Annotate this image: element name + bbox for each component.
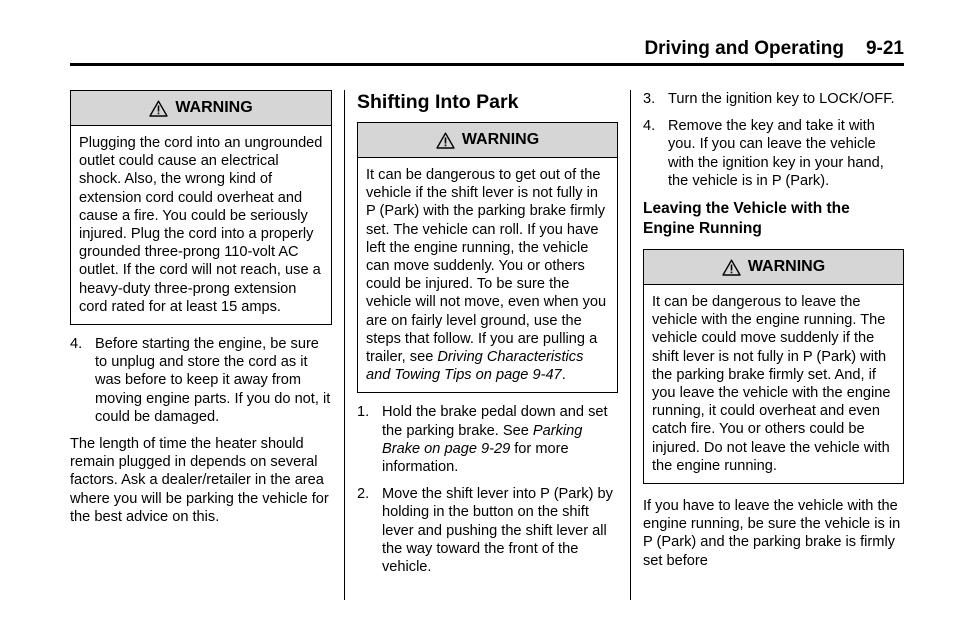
step-text	[382, 404, 608, 475]
warning-icon	[722, 259, 741, 276]
step-text: Remove the key and take it with you. If you can leave the vehicle with the ignition key in your hand, the vehicle is in P (Park).	[668, 118, 884, 189]
step-text: Turn the ignition key to LOCK/OFF.	[668, 91, 895, 107]
warning-label: WARNING	[461, 130, 540, 148]
column-divider	[344, 90, 345, 600]
step-number: 1.	[357, 404, 370, 421]
page-header	[70, 38, 904, 64]
list-item	[357, 485, 618, 576]
steps-list	[357, 403, 618, 576]
list-item	[643, 117, 904, 190]
warning-text	[358, 158, 617, 392]
page-number: 9-21	[865, 38, 904, 59]
body-paragraph: If you have to leave the vehicle with the engine running, be sure the vehicle is in P (Park) and the parking brake is firmly set before	[643, 498, 901, 569]
step-number: 3.	[643, 91, 656, 107]
header-title	[644, 38, 904, 60]
steps-list	[643, 90, 904, 190]
warning-header	[644, 250, 903, 285]
steps-list	[70, 335, 332, 426]
column-3	[643, 90, 904, 579]
warning-box-engine-running	[643, 249, 904, 484]
section-title: Driving and Operating	[644, 38, 844, 59]
warning-icon	[149, 100, 168, 117]
warning-box-shifting	[357, 122, 618, 393]
warning-text-start: It can be dangerous to get out of the vehicle if the shift lever is not fully in P (Park) with the parking brake firmly set. The vehicle can roll. If you have left the engine running, the vehicle can move suddenly. You or others could be injured. To be sure the vehicle will not move, even when you are on fairly level ground, use the steps that follow. If you are pulling a trailer, see	[366, 167, 607, 366]
step-number: 2.	[357, 486, 370, 503]
warning-text: Plugging the cord into an ungrounded outlet could cause an electrical shock. Also, the wrong kind of extension cord could overheat and cause a fire. You could be seriously injured. Plug the cord into a properly grounded three-prong 110-volt AC outlet. If the cord will not reach, use a heavy-duty three-prong extension cord rated for at least 15 amps.	[79, 135, 323, 315]
cross-reference-link[interactable]: Parking Brake on page 9-29	[382, 422, 583, 457]
list-item	[357, 403, 618, 476]
warning-header	[71, 91, 331, 126]
warning-box-extension-cord	[70, 90, 332, 325]
warning-text: It can be dangerous to leave the vehicle with the engine running. The vehicle could move suddenly if the shift lever is not fully in P (Park) with the parking brake firmly set. And, if you leave the vehicle with the engine running, it could overheat and even catch fire. You or others could be injured. Do not leave the vehicle with the engine running.	[652, 294, 891, 474]
warning-icon	[436, 132, 455, 149]
warning-header	[358, 123, 617, 158]
column-2	[357, 90, 618, 585]
step-number: 4.	[70, 336, 83, 353]
step-text: Before starting the engine, be sure to unplug and store the cord as it was before to keep it away from moving engine parts. If you do not, it could be damaged.	[95, 336, 331, 425]
warning-label: WARNING	[747, 257, 826, 275]
column-1	[70, 90, 332, 535]
column-divider	[630, 90, 631, 600]
step-text: Move the shift lever into P (Park) by holding in the button on the shift lever and pushing the shift lever all the way toward the front of the vehicle.	[382, 486, 613, 576]
header-rule	[70, 63, 904, 66]
warning-label: WARNING	[175, 98, 253, 116]
body-paragraph: The length of time the heater should remain plugged in depends on several factors. Ask a dealer/retailer in the area where you will be parking the vehicle for the best advice on this.	[70, 436, 329, 525]
step-number: 4.	[643, 118, 656, 135]
warning-text-end: .	[561, 367, 566, 384]
subheading: Leaving the Vehicle with the Engine Running	[643, 200, 850, 238]
list-item	[70, 335, 332, 426]
list-item	[643, 90, 904, 108]
step-text-start: Hold the brake pedal down and set the parking brake. See	[382, 404, 608, 439]
section-heading: Shifting Into Park	[357, 91, 519, 113]
step-text-end: for more information.	[382, 440, 569, 476]
cross-reference-link[interactable]: Driving Characteristics and Towing Tips on page 9-47	[366, 349, 584, 384]
